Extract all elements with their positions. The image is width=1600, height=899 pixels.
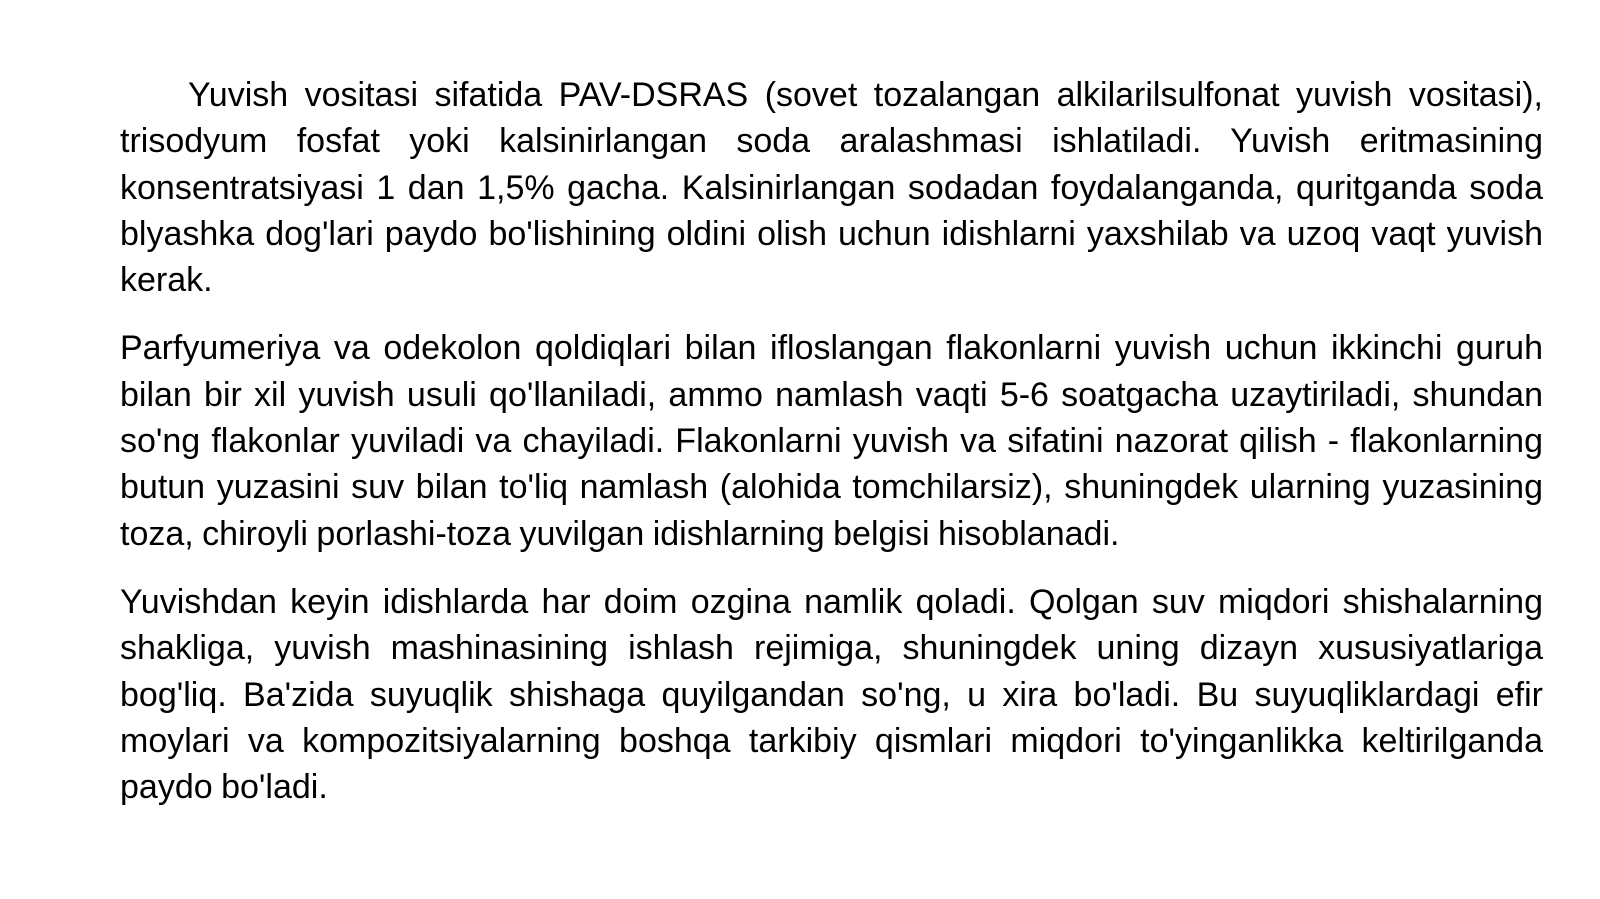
paragraph-1: Yuvish vositasi sifatida PAV-DSRAS (sovet tozalangan alkilarilsulfonat yuvish vositasi), trisodyum fosfat yoki kalsinirlangan soda aralashmasi ishlatiladi. Yuvish eritmasining konsentratsiyasi 1 dan 1,5% gacha. Kalsinirlangan sodadan foydalanganda, quritganda soda blyashka dog'lari paydo bo'lishining oldini olish uchun idishlarni yaxshilab va uzoq vaqt yuvish kerak. (120, 76, 1543, 300)
paragraph-2: Parfyumeriya va odekolon qoldiqlari bilan ifloslangan flakonlarni yuvish uchun ikkinchi guruh bilan bir xil yuvish usuli qo'llaniladi, ammo namlash vaqti 5-6 soatgacha uzaytiriladi, shundan so'ng flakonlar yuviladi va chayiladi. Flakonlarni yuvish va sifatini nazorat qilish - flakonlarning butun yuzasini suv bilan to'liq namlash (alohida tomchilarsiz), shuningdek ularning yuzasining toza, chiroyli porlashi-toza yuvilgan idishlarning belgisi hisoblanadi. (120, 329, 1543, 553)
document-page (120, 72, 1543, 810)
paragraph-3: Yuvishdan keyin idishlarda har doim ozgina namlik qoladi. Qolgan suv miqdori shishalarning shakliga, yuvish mashinasining ishlash rejimiga, shuningdek uning dizayn xususiyatlariga bog'liq. Ba'zida suyuqlik shishaga quyilgandan so'ng, u xira bo'ladi. Bu suyuqliklardagi efir moylari va kompozitsiyalarning boshqa tarkibiy qismlari miqdori to'yinganlikka keltirilganda paydo bo'ladi. (120, 582, 1543, 807)
